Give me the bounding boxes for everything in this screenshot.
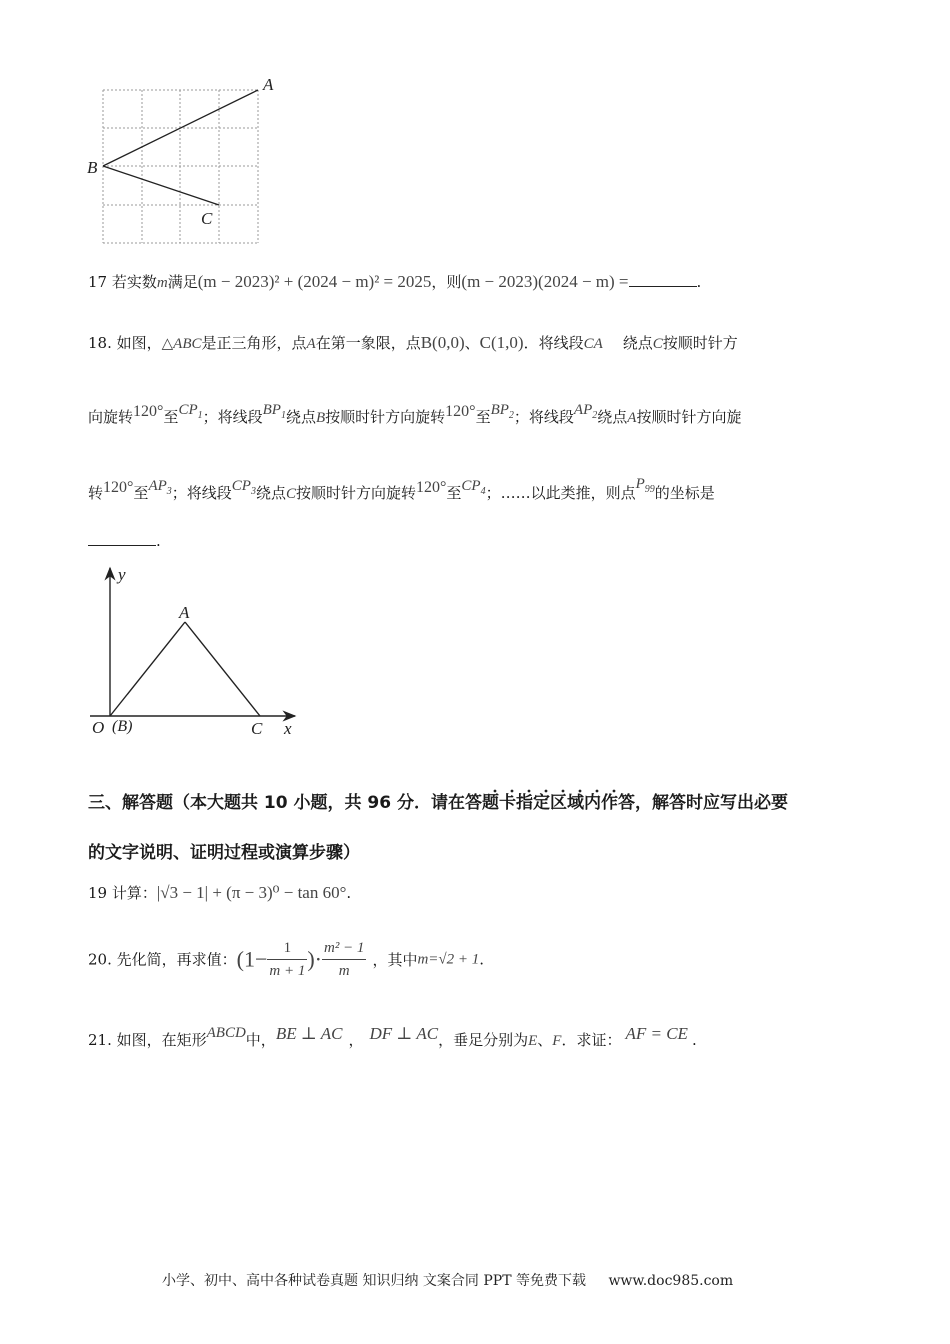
q18-ap2: $AP_2$: [573, 402, 598, 421]
origin-label-o: O: [92, 718, 105, 737]
section-3-title-line2: 的文字说明、证明过程或演算步骤）: [88, 843, 360, 863]
q18-bp1: $BP_1$: [262, 402, 286, 421]
q21-t1: 中，: [245, 1031, 276, 1049]
origin-label-b: (B): [112, 718, 133, 735]
section-3-emphasis: 答题卡指定区域内: [465, 793, 601, 813]
q18-t1: 是正三角形，点: [201, 334, 307, 352]
q21-label: 21. 如图，在矩形: [88, 1031, 207, 1049]
q18-point-a: A: [306, 336, 316, 352]
vertex-label-a: A: [179, 603, 190, 622]
q21-t2: ，垂足分别为: [438, 1031, 529, 1049]
q18-t3: ．将线段: [523, 334, 584, 352]
q18-t5: 按顺时针方: [662, 334, 738, 352]
q18-p99: $P_{99}$: [635, 476, 655, 495]
q18-deg-3: 120°: [103, 479, 134, 496]
q18-line2-g: 按顺时针方向旋: [636, 408, 742, 426]
axes-figure: [88, 560, 308, 745]
q18-line2-d: 按顺时针方向旋转: [325, 408, 446, 426]
q18-line3-f: 的坐标是: [654, 484, 715, 502]
footer-url[interactable]: www.doc985.com: [608, 1273, 734, 1289]
q17-end: .: [696, 273, 702, 291]
q17-text-c: ，则: [431, 273, 462, 291]
q18-segment-ca: CA: [583, 336, 603, 352]
q18-number: 18. 如图，: [88, 334, 162, 352]
q20-label: 20. 先化简，再求值：: [88, 950, 237, 969]
section-3-heading-line-2: [88, 838, 360, 863]
q20-mid: ，其中: [372, 950, 418, 969]
label-a: A: [263, 75, 274, 94]
footer-text: 小学、初中、高中各种试卷真题 知识归纳 文案合同 PPT 等免费下载: [162, 1273, 586, 1289]
q20-den2: m: [338, 963, 350, 979]
question-18-line-1: [88, 333, 738, 354]
q18-zhi-1: 至: [163, 408, 179, 426]
q19-expression: |√3 − 1| + (π − 3)⁰ − tan 60°: [156, 883, 347, 902]
question-20: [88, 937, 484, 982]
q18-line3-e: ；……以此类推，则点: [485, 484, 636, 502]
q20-num2: m² − 1: [322, 937, 366, 960]
q17-answer-blank: [629, 272, 697, 287]
q18-t4: 绕点: [622, 334, 653, 352]
q20-num1: 1: [267, 937, 307, 960]
q18-answer-blank: [88, 531, 156, 546]
q18-cp4: $CP_4$: [461, 478, 486, 497]
q19-label: 19 计算：: [88, 884, 157, 902]
q18-zhi-4: 至: [446, 484, 462, 502]
q21-rect: ABCD: [206, 1025, 246, 1041]
q21-end: .: [691, 1031, 697, 1049]
q18-point-b-ref: B: [315, 410, 326, 426]
q18-line2-b: ；将线段: [202, 408, 263, 426]
q20-den1: m + 1: [269, 963, 306, 979]
label-b: B: [87, 158, 98, 177]
q17-expression: (m − 2023)(2024 − m) =: [461, 272, 629, 291]
q20-fraction-1: [267, 937, 307, 982]
question-18-line-2: [88, 402, 742, 434]
q18-line3-d: 按顺时针方向旋转: [295, 484, 416, 502]
section-3-heading-line-1: [88, 788, 788, 813]
q18-sep: 、: [464, 334, 480, 352]
footer: [162, 1270, 733, 1290]
q20-condition: m=√2 + 1: [417, 951, 480, 968]
section-3-title-part1: 三、解答题（本大题共 10 小题，共 96 分．请在: [88, 793, 465, 813]
side-ac: [185, 622, 260, 716]
q18-deg-2: 120°: [445, 403, 476, 420]
q17-var: m: [156, 275, 168, 291]
q18-point-c: C(1,0): [479, 333, 524, 352]
q17-number: 17: [88, 273, 108, 291]
q18-point-b: B(0,0): [420, 333, 465, 352]
q18-point-c-ref-2: C: [285, 486, 296, 502]
q20-paren-open: (1−: [236, 946, 268, 972]
question-18-answer: [88, 531, 161, 551]
q19-end: .: [346, 884, 352, 902]
q18-deg-4: 120°: [416, 479, 447, 496]
q17-text-a: 若实数: [111, 273, 157, 291]
axis-label-y: y: [118, 565, 126, 584]
q21-sep: ，: [348, 1031, 364, 1049]
q18-zhi-2: 至: [475, 408, 491, 426]
q18-line2-f: 绕点: [597, 408, 628, 426]
q21-e: E: [528, 1033, 538, 1049]
q20-end: .: [479, 950, 485, 969]
q18-cp1: $CP_1$: [178, 402, 203, 421]
emphasis-dots: [489, 779, 629, 785]
q17-text-b: 满足: [167, 273, 198, 291]
q18-t2: 在第一象限，点: [315, 334, 421, 352]
q18-ap3: $AP_3$: [148, 478, 172, 497]
q20-fraction-2: [322, 937, 366, 982]
q18-bp2: $BP_2$: [490, 402, 514, 421]
q21-condition-1: BE ⊥ AC: [275, 1024, 343, 1043]
grid-figure: [80, 70, 300, 255]
q18-cp3: $CP_3$: [231, 478, 256, 497]
dashed-grid: [103, 90, 258, 243]
segment-bc: [103, 166, 219, 205]
q18-point-c-ref: C: [652, 336, 663, 352]
q18-point-a-ref: A: [627, 410, 637, 426]
q18-end: .: [156, 532, 161, 550]
axis-label-x: x: [284, 719, 292, 738]
q21-goal: AF = CE: [625, 1024, 688, 1043]
question-18-line-3: [88, 476, 715, 510]
question-19: [88, 883, 351, 903]
q20-paren-close: )·: [307, 946, 322, 972]
q21-condition-2: DF ⊥ AC: [369, 1024, 439, 1043]
q18-line3-a: 转: [88, 484, 104, 502]
q18-line3-c: 绕点: [255, 484, 286, 502]
q18-line2-c: 绕点: [285, 408, 316, 426]
section-3-title-part2: 作答，解答时应写出必要: [601, 793, 788, 813]
q21-dun: 、: [537, 1031, 553, 1049]
q18-line2-e: ；将线段: [513, 408, 574, 426]
q17-equation: (m − 2023)² + (2024 − m)² = 2025: [197, 272, 432, 291]
q18-line3-b: ；将线段: [171, 484, 232, 502]
q18-triangle: △ABC: [161, 336, 202, 352]
question-21: [88, 1024, 697, 1051]
q18-deg-1: 120°: [133, 403, 164, 420]
side-ba: [110, 622, 185, 716]
question-17: [88, 272, 701, 293]
q18-line2-a: 向旋转: [88, 408, 134, 426]
q21-t3: ．求证：: [561, 1031, 622, 1049]
label-c: C: [201, 209, 213, 228]
vertex-label-c: C: [251, 719, 263, 738]
q18-zhi-3: 至: [133, 484, 149, 502]
q21-f: F: [552, 1033, 562, 1049]
